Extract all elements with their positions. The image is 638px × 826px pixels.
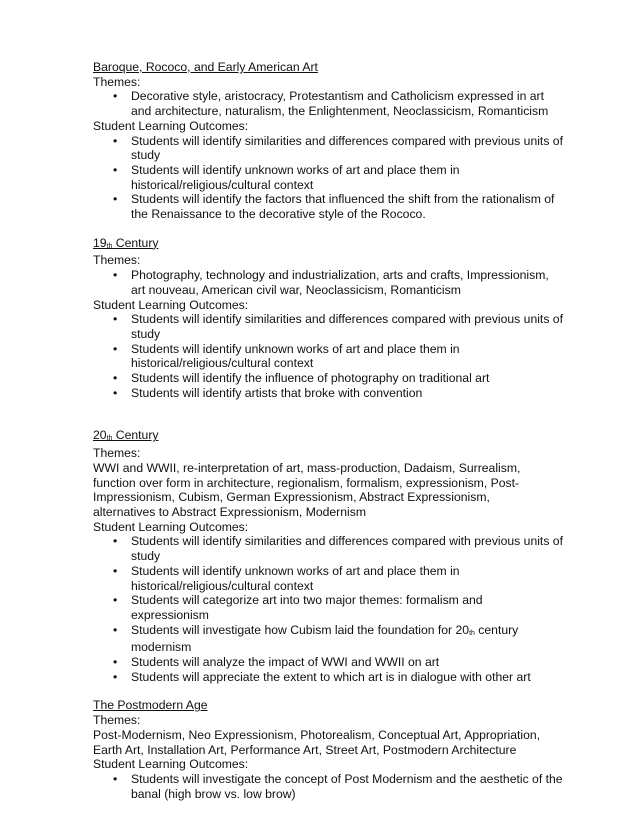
outcomes-label: Student Learning Outcomes: <box>93 297 249 312</box>
outcomes-list <box>93 312 563 400</box>
outcomes-label: Student Learning Outcomes: <box>93 519 249 534</box>
list-item: • Students will identify artists that broke with convention <box>93 386 563 401</box>
list-item: • Students will identify unknown works of art and place them in historical/religious/cultural context <box>93 564 563 593</box>
themes-label: Themes: <box>93 713 141 728</box>
list-item: • Students will identify the factors that influenced the shift from the rationalism of the Renaissance to the decorative style of the Rococo. <box>93 192 563 221</box>
section-title: 20th Century <box>93 428 159 443</box>
themes-list <box>93 268 563 297</box>
list-item: • Students will investigate the concept of Post Modernism and the aesthetic of the banal (high brow vs. low brow) <box>93 772 563 801</box>
outcomes-list <box>93 772 563 801</box>
list-item: • Students will identify unknown works of art and place them in historical/religious/cultural context <box>93 342 563 371</box>
themes-paragraph: Post-Modernism, Neo Expressionism, Photorealism, Conceptual Art, Appropriation, Earth Art, Installation Art, Performance Art, Street Art, Postmodern Architecture <box>93 727 541 757</box>
list-item: • Photography, technology and industrialization, arts and crafts, Impressionism, art nouveau, American civil war, Neoclassicism, Romanticism <box>93 268 563 297</box>
section-title: 19th Century <box>93 235 159 250</box>
outcomes-label: Student Learning Outcomes: <box>93 118 249 133</box>
themes-label: Themes: <box>93 74 141 89</box>
section-title: The Postmodern Age <box>93 698 208 713</box>
section-baroque <box>93 60 563 222</box>
themes-label: Themes: <box>93 253 141 268</box>
list-item: • Students will identify similarities and differences compared with previous units of study <box>93 312 563 341</box>
outcomes-list <box>93 134 563 222</box>
list-item: • Students will categorize art into two major themes: formalism and expressionism <box>93 593 563 622</box>
list-item: • Students will identify similarities and differences compared with previous units of study <box>93 534 563 563</box>
themes-label: Themes: <box>93 446 141 461</box>
document-page <box>93 60 563 815</box>
themes-paragraph: WWI and WWII, re-interpretation of art, mass-production, Dadaism, Surrealism, function over form in architecture, regionalism, formalism, expressionism, Post-Impressionism, Cubism, German Expressionism, Abstract Expressionism, alternatives to Abstract Expressionism, Modernism <box>93 460 521 519</box>
list-item: • Students will identify the influence of photography on traditional art <box>93 371 563 386</box>
section-postmodern <box>93 698 563 801</box>
list-item: • Students will appreciate the extent to which art is in dialogue with other art <box>93 670 563 685</box>
section-19th-century <box>93 236 563 401</box>
list-item: • Students will identify unknown works of art and place them in historical/religious/cultural context <box>93 163 563 192</box>
section-title: Baroque, Rococo, and Early American Art <box>93 60 318 74</box>
outcomes-list <box>93 534 563 684</box>
section-20th-century <box>93 428 563 684</box>
list-item: • Students will investigate how Cubism laid the foundation for 20th century modernism <box>93 623 563 655</box>
list-item: • Students will analyze the impact of WWI and WWII on art <box>93 655 563 670</box>
themes-list <box>93 89 563 118</box>
list-item: • Students will identify similarities and differences compared with previous units of study <box>93 134 563 163</box>
outcomes-label: Student Learning Outcomes: <box>93 757 249 772</box>
list-item: • Decorative style, aristocracy, Protestantism and Catholicism expressed in art and architecture, naturalism, the Enlightenment, Neoclassicism, Romanticism <box>93 89 563 118</box>
